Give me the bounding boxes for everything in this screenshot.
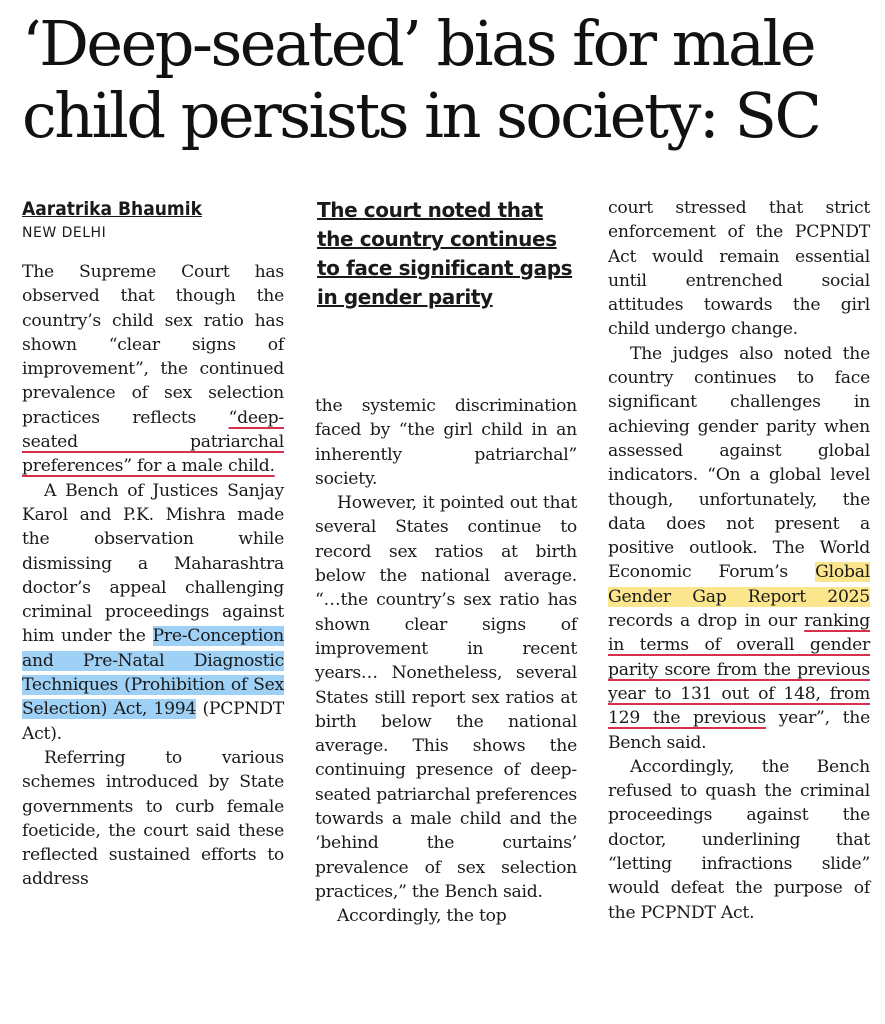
paragraph	[22, 260, 284, 479]
paragraph: However, it pointed out that several States continue to record sex ratios at birth below the national average. “…the country’s sex ratio has shown clear signs of improvement in recent years… Nonetheless, several States still report sex ratios at birth below the national average. This shows the continuing presence of deep-seated patriarchal preferences towards a male child and the ‘behind the curtains’ prevalence of sex selection practices,” the Bench said.	[315, 493, 577, 902]
byline: Aaratrika Bhaumik	[22, 198, 202, 220]
blue-highlighted-text: Pre-Conception and Pre-Natal Diagnostic Techniques (Prohibition of Sex Selection) Act, 1994	[22, 626, 284, 720]
column-3	[608, 196, 870, 925]
column-2	[315, 196, 577, 929]
yellow-highlighted-text: Global Gender Gap Report 2025	[608, 562, 870, 607]
text-run: (PCPNDT Act).	[22, 699, 284, 744]
red-underlined-text: “deep-seated patriarchal preferences” for a male child.	[22, 407, 284, 477]
text-run: year”, the Bench said.	[608, 708, 871, 753]
text-run: records a drop in our	[608, 611, 805, 632]
pull-quote-spacer	[315, 312, 577, 394]
paragraph	[608, 342, 870, 755]
paragraph: court stressed that strict enforcement of the PCPNDT Act would remain essential until entrenched social attitudes towards the girl child undergo change.	[608, 198, 870, 340]
text-run: The judges also noted the country continues to face significant challenges in achieving gender parity when assessed against global indicators. “On a global level though, unfortunately, the data does not present a positive outlook. The World Economic Forum’s	[608, 343, 870, 583]
headline: ‘Deep-seated’ bias for male child persists in society: SC	[22, 7, 820, 152]
column-1	[22, 196, 284, 892]
pull-quote: The court noted that the country continues to face significant gaps in gender parity	[317, 198, 573, 309]
dateline: NEW DELHI	[22, 225, 107, 241]
paragraph	[22, 479, 284, 746]
text-run: The Supreme Court has observed that though the country’s child sex ratio has shown “clear signs of improvement”, the continued prevalence of sex selection practices reflects	[22, 262, 284, 428]
red-underlined-text: ranking in terms of overall gender parity score from the previous year to 131 out of 148, from 129 the previous	[608, 611, 870, 729]
paragraph: Referring to various schemes introduced by State governments to curb female foeticide, the court said these reflected sustained efforts to address	[22, 747, 284, 890]
paragraph: the systemic discrimination faced by “the girl child in an inherently patriarchal” society.	[315, 396, 577, 489]
paragraph: Accordingly, the top	[337, 906, 507, 927]
text-run: A Bench of Justices Sanjay Karol and P.K. Mishra made the observation while dismissing a Maharashtra doctor’s appeal challenging criminal proceedings against him under the	[22, 480, 284, 647]
paragraph: Accordingly, the Bench refused to quash the criminal proceedings against the doctor, underlining that “letting infractions slide” would defeat the purpose of the PCPNDT Act.	[608, 756, 870, 923]
